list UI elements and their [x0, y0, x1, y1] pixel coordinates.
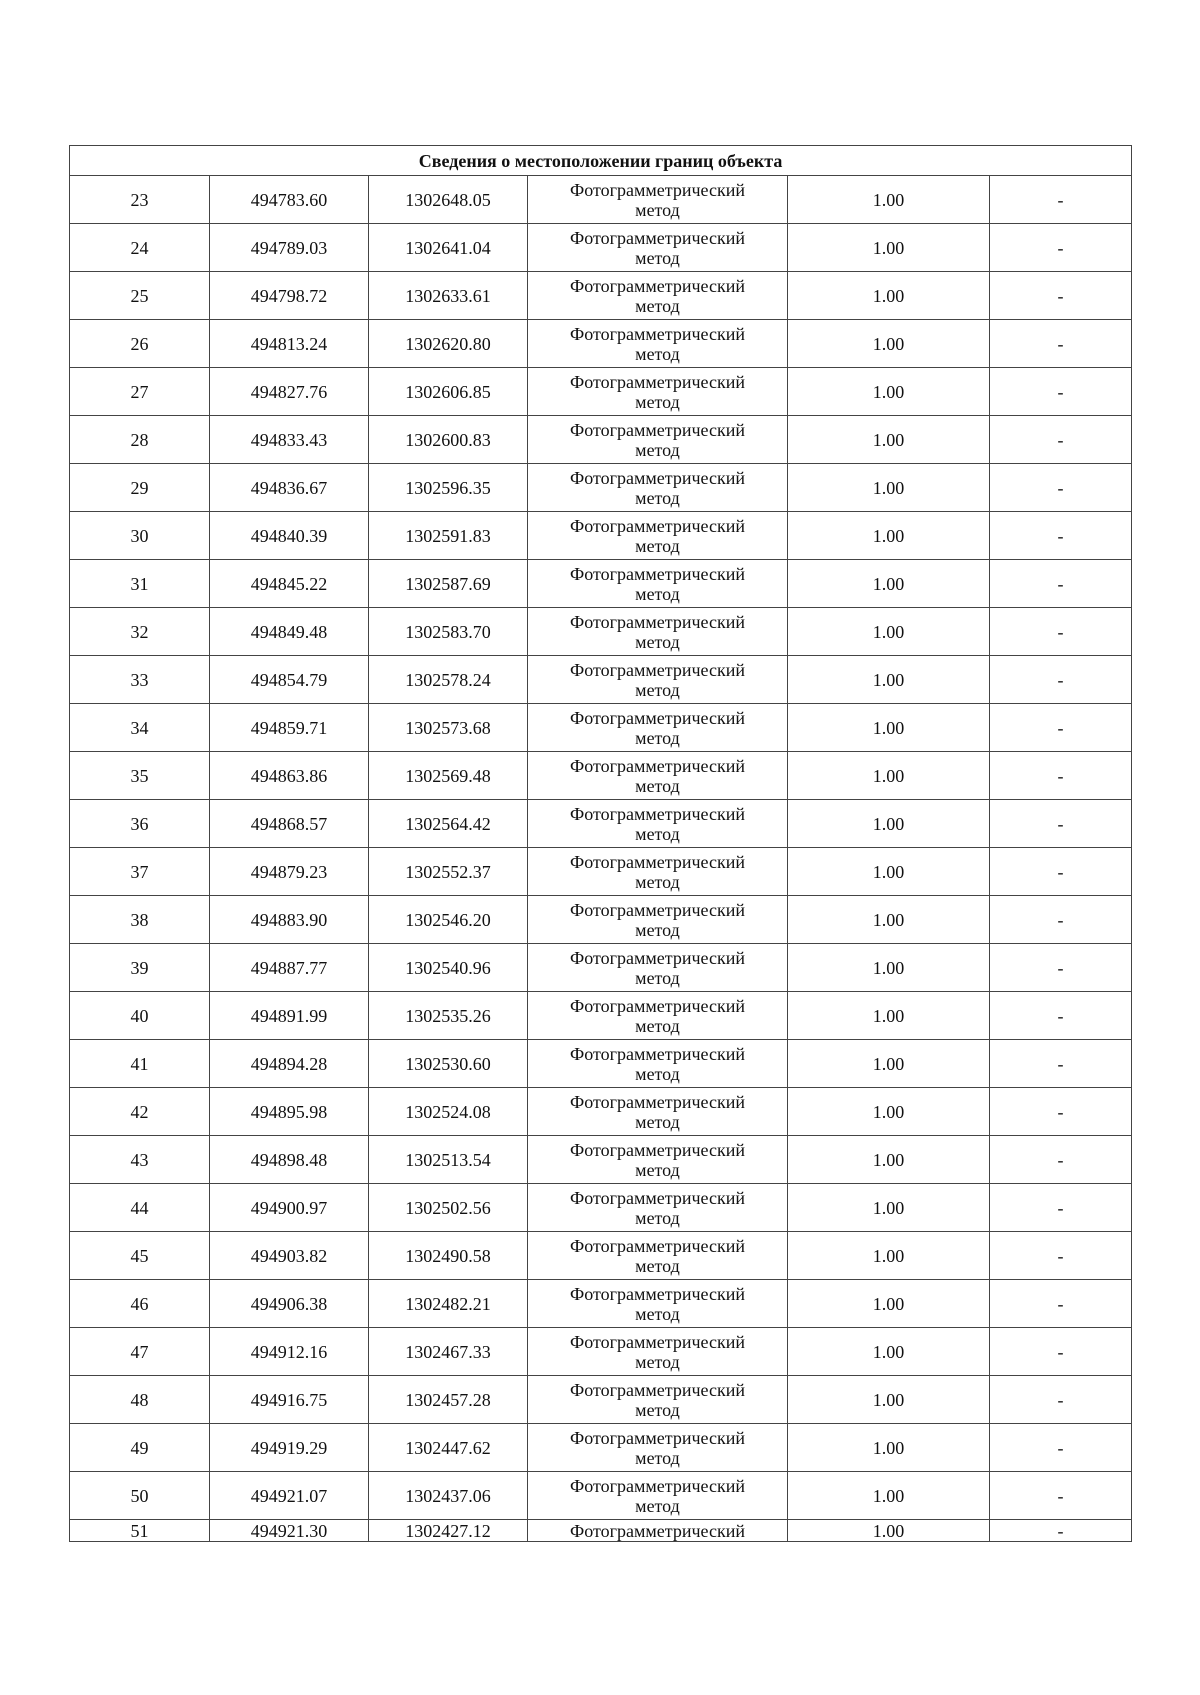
table-row: [70, 944, 1132, 992]
accuracy-cell: 1.00: [788, 800, 990, 848]
accuracy-cell: 1.00: [788, 656, 990, 704]
method-line-1: Фотограмметрический: [570, 1379, 745, 1400]
x-coordinate-cell: 494789.03: [210, 224, 369, 272]
method-line-1: Фотограмметрический: [570, 947, 745, 968]
table-row: [70, 512, 1132, 560]
method-line-2: метод: [635, 583, 680, 604]
method-cell: [528, 896, 788, 944]
method-cell: [528, 320, 788, 368]
x-coordinate-cell: 494836.67: [210, 464, 369, 512]
point-number-cell: 27: [70, 368, 210, 416]
point-number-cell: 36: [70, 800, 210, 848]
y-coordinate-cell: 1302591.83: [369, 512, 528, 560]
y-coordinate-cell: 1302437.06: [369, 1472, 528, 1520]
accuracy-cell: 1.00: [788, 1184, 990, 1232]
note-cell: -: [990, 1136, 1132, 1184]
method-cell: [528, 992, 788, 1040]
point-number-cell: 31: [70, 560, 210, 608]
method-line-1: Фотограмметрический: [570, 1091, 745, 1112]
method-cell: [528, 704, 788, 752]
note-cell: -: [990, 320, 1132, 368]
point-number-cell: 41: [70, 1040, 210, 1088]
accuracy-cell: 1.00: [788, 1136, 990, 1184]
note-cell: -: [990, 800, 1132, 848]
point-number-cell: 29: [70, 464, 210, 512]
note-cell: -: [990, 176, 1132, 224]
table-row: [70, 416, 1132, 464]
point-number-cell: 26: [70, 320, 210, 368]
method-cell: [528, 560, 788, 608]
y-coordinate-cell: 1302583.70: [369, 608, 528, 656]
accuracy-cell: 1.00: [788, 320, 990, 368]
x-coordinate-cell: 494912.16: [210, 1328, 369, 1376]
method-line-1: Фотограмметрический: [570, 611, 745, 632]
method-cell: [528, 1472, 788, 1520]
method-line-2: метод: [635, 391, 680, 412]
x-coordinate-cell: 494798.72: [210, 272, 369, 320]
method-line-2: метод: [635, 1063, 680, 1084]
y-coordinate-cell: 1302535.26: [369, 992, 528, 1040]
table-row: [70, 320, 1132, 368]
point-number-cell: 23: [70, 176, 210, 224]
accuracy-cell: 1.00: [788, 752, 990, 800]
method-line-2: метод: [635, 631, 680, 652]
note-cell: -: [990, 1040, 1132, 1088]
method-line-1: Фотограмметрический: [570, 1283, 745, 1304]
note-cell: -: [990, 992, 1132, 1040]
method-cell: [528, 1376, 788, 1424]
note-cell: -: [990, 368, 1132, 416]
method-line-2: метод: [635, 1495, 680, 1516]
method-cell: [528, 944, 788, 992]
note-cell: -: [990, 608, 1132, 656]
point-number-cell: 38: [70, 896, 210, 944]
table-body: [70, 146, 1132, 1542]
table-row: [70, 1232, 1132, 1280]
accuracy-cell: 1.00: [788, 368, 990, 416]
y-coordinate-cell: 1302564.42: [369, 800, 528, 848]
x-coordinate-cell: 494906.38: [210, 1280, 369, 1328]
point-number-cell: 47: [70, 1328, 210, 1376]
accuracy-cell: 1.00: [788, 1424, 990, 1472]
method-line-2: метод: [635, 1015, 680, 1036]
y-coordinate-cell: 1302482.21: [369, 1280, 528, 1328]
table-row: [70, 992, 1132, 1040]
accuracy-cell: 1.00: [788, 176, 990, 224]
method-cell: [528, 1088, 788, 1136]
note-cell: -: [990, 944, 1132, 992]
boundary-coordinates-table: [69, 145, 1132, 1542]
y-coordinate-cell: 1302502.56: [369, 1184, 528, 1232]
table-row: [70, 272, 1132, 320]
x-coordinate-cell: 494891.99: [210, 992, 369, 1040]
method-line-2: метод: [635, 967, 680, 988]
table-row: [70, 1472, 1132, 1520]
method-line-1: Фотограмметрический: [570, 1520, 745, 1541]
table-row: [70, 1424, 1132, 1472]
note-cell: -: [990, 1424, 1132, 1472]
x-coordinate-cell: 494849.48: [210, 608, 369, 656]
method-line-1: Фотограмметрический: [570, 899, 745, 920]
point-number-cell: 51: [70, 1520, 210, 1542]
table-row: [70, 800, 1132, 848]
x-coordinate-cell: 494845.22: [210, 560, 369, 608]
table-row: [70, 608, 1132, 656]
method-cell: [528, 224, 788, 272]
table-row: [70, 1088, 1132, 1136]
point-number-cell: 32: [70, 608, 210, 656]
x-coordinate-cell: 494879.23: [210, 848, 369, 896]
method-cell: [528, 752, 788, 800]
accuracy-cell: 1.00: [788, 896, 990, 944]
y-coordinate-cell: 1302587.69: [369, 560, 528, 608]
method-line-2: метод: [635, 487, 680, 508]
accuracy-cell: 1.00: [788, 1088, 990, 1136]
table-row: [70, 752, 1132, 800]
method-line-2: метод: [635, 199, 680, 220]
table-row: [70, 1280, 1132, 1328]
method-cell: [528, 800, 788, 848]
accuracy-cell: 1.00: [788, 1280, 990, 1328]
table-row: [70, 1376, 1132, 1424]
method-line-2: метод: [635, 1159, 680, 1180]
method-line-1: Фотограмметрический: [570, 659, 745, 680]
method-line-1: Фотограмметрический: [570, 1043, 745, 1064]
method-cell: [528, 512, 788, 560]
y-coordinate-cell: 1302447.62: [369, 1424, 528, 1472]
method-line-2: метод: [635, 1111, 680, 1132]
method-line-1: Фотограмметрический: [570, 563, 745, 584]
point-number-cell: 39: [70, 944, 210, 992]
point-number-cell: 49: [70, 1424, 210, 1472]
note-cell: -: [990, 848, 1132, 896]
accuracy-cell: 1.00: [788, 1376, 990, 1424]
table-row: [70, 464, 1132, 512]
note-cell: -: [990, 896, 1132, 944]
method-cell: [528, 1232, 788, 1280]
y-coordinate-cell: 1302490.58: [369, 1232, 528, 1280]
method-line-1: Фотограмметрический: [570, 1331, 745, 1352]
note-cell: -: [990, 224, 1132, 272]
method-cell: [528, 1328, 788, 1376]
point-number-cell: 42: [70, 1088, 210, 1136]
point-number-cell: 28: [70, 416, 210, 464]
method-line-2: метод: [635, 823, 680, 844]
point-number-cell: 35: [70, 752, 210, 800]
method-cell: [528, 608, 788, 656]
accuracy-cell: 1.00: [788, 1472, 990, 1520]
method-cell: [528, 1184, 788, 1232]
method-line-2: метод: [635, 775, 680, 796]
accuracy-cell: 1.00: [788, 608, 990, 656]
point-number-cell: 37: [70, 848, 210, 896]
method-line-1: Фотограмметрический: [570, 1187, 745, 1208]
x-coordinate-cell: 494783.60: [210, 176, 369, 224]
table-row: [70, 368, 1132, 416]
accuracy-cell: 1.00: [788, 992, 990, 1040]
y-coordinate-cell: 1302530.60: [369, 1040, 528, 1088]
x-coordinate-cell: 494887.77: [210, 944, 369, 992]
point-number-cell: 40: [70, 992, 210, 1040]
method-cell: [528, 416, 788, 464]
table-row: [70, 560, 1132, 608]
accuracy-cell: 1.00: [788, 1520, 990, 1542]
method-cell: [528, 272, 788, 320]
x-coordinate-cell: 494859.71: [210, 704, 369, 752]
x-coordinate-cell: 494813.24: [210, 320, 369, 368]
x-coordinate-cell: 494833.43: [210, 416, 369, 464]
accuracy-cell: 1.00: [788, 464, 990, 512]
table-row: [70, 656, 1132, 704]
y-coordinate-cell: 1302524.08: [369, 1088, 528, 1136]
x-coordinate-cell: 494921.30: [210, 1520, 369, 1542]
point-number-cell: 33: [70, 656, 210, 704]
table-title: Сведения о местоположении границ объекта: [70, 146, 1132, 176]
x-coordinate-cell: 494895.98: [210, 1088, 369, 1136]
table-row: [70, 704, 1132, 752]
x-coordinate-cell: 494919.29: [210, 1424, 369, 1472]
note-cell: -: [990, 416, 1132, 464]
x-coordinate-cell: 494863.86: [210, 752, 369, 800]
method-cell: [528, 656, 788, 704]
table-row: [70, 1040, 1132, 1088]
method-cell: [528, 1136, 788, 1184]
x-coordinate-cell: 494883.90: [210, 896, 369, 944]
note-cell: -: [990, 272, 1132, 320]
y-coordinate-cell: 1302546.20: [369, 896, 528, 944]
method-line-2: метод: [635, 1447, 680, 1468]
y-coordinate-cell: 1302606.85: [369, 368, 528, 416]
accuracy-cell: 1.00: [788, 1040, 990, 1088]
method-cell: [528, 1280, 788, 1328]
method-line-2: метод: [635, 679, 680, 700]
method-line-2: метод: [635, 919, 680, 940]
accuracy-cell: 1.00: [788, 704, 990, 752]
x-coordinate-cell: 494921.07: [210, 1472, 369, 1520]
y-coordinate-cell: 1302641.04: [369, 224, 528, 272]
y-coordinate-cell: 1302457.28: [369, 1376, 528, 1424]
note-cell: -: [990, 656, 1132, 704]
method-line-1: Фотограмметрический: [570, 1475, 745, 1496]
x-coordinate-cell: 494898.48: [210, 1136, 369, 1184]
note-cell: -: [990, 704, 1132, 752]
y-coordinate-cell: 1302573.68: [369, 704, 528, 752]
y-coordinate-cell: 1302540.96: [369, 944, 528, 992]
method-line-2: метод: [635, 295, 680, 316]
x-coordinate-cell: 494868.57: [210, 800, 369, 848]
y-coordinate-cell: 1302467.33: [369, 1328, 528, 1376]
y-coordinate-cell: 1302648.05: [369, 176, 528, 224]
note-cell: -: [990, 464, 1132, 512]
x-coordinate-cell: 494903.82: [210, 1232, 369, 1280]
method-line-2: метод: [635, 1399, 680, 1420]
y-coordinate-cell: 1302552.37: [369, 848, 528, 896]
method-line-2: метод: [635, 1303, 680, 1324]
note-cell: -: [990, 1088, 1132, 1136]
point-number-cell: 43: [70, 1136, 210, 1184]
method-line-2: метод: [635, 1207, 680, 1228]
method-cell: [528, 1040, 788, 1088]
method-line-2: метод: [635, 1255, 680, 1276]
method-line-1: Фотограмметрический: [570, 755, 745, 776]
point-number-cell: 46: [70, 1280, 210, 1328]
method-cell: [528, 848, 788, 896]
point-number-cell: 44: [70, 1184, 210, 1232]
accuracy-cell: 1.00: [788, 1232, 990, 1280]
method-line-2: метод: [635, 343, 680, 364]
method-cell: [528, 368, 788, 416]
note-cell: -: [990, 1184, 1132, 1232]
point-number-cell: 30: [70, 512, 210, 560]
note-cell: -: [990, 1520, 1132, 1542]
y-coordinate-cell: 1302513.54: [369, 1136, 528, 1184]
y-coordinate-cell: 1302620.80: [369, 320, 528, 368]
method-line-1: Фотограмметрический: [570, 515, 745, 536]
point-number-cell: 45: [70, 1232, 210, 1280]
method-line-2: метод: [635, 247, 680, 268]
method-line-1: Фотограмметрический: [570, 1235, 745, 1256]
method-line-2: метод: [635, 727, 680, 748]
method-line-2: метод: [635, 439, 680, 460]
point-number-cell: 50: [70, 1472, 210, 1520]
table-row: [70, 1520, 1132, 1542]
method-line-1: Фотограмметрический: [570, 467, 745, 488]
note-cell: -: [990, 1280, 1132, 1328]
x-coordinate-cell: 494840.39: [210, 512, 369, 560]
table-row: [70, 848, 1132, 896]
table-title-row: [70, 146, 1132, 176]
method-line-1: Фотограмметрический: [570, 323, 745, 344]
method-line-1: Фотограмметрический: [570, 419, 745, 440]
method-line-1: Фотограмметрический: [570, 371, 745, 392]
x-coordinate-cell: 494894.28: [210, 1040, 369, 1088]
method-cell: [528, 1520, 788, 1542]
y-coordinate-cell: 1302600.83: [369, 416, 528, 464]
note-cell: -: [990, 1472, 1132, 1520]
x-coordinate-cell: 494916.75: [210, 1376, 369, 1424]
y-coordinate-cell: 1302633.61: [369, 272, 528, 320]
x-coordinate-cell: 494900.97: [210, 1184, 369, 1232]
note-cell: -: [990, 1376, 1132, 1424]
method-line-1: Фотограмметрический: [570, 227, 745, 248]
y-coordinate-cell: 1302427.12: [369, 1520, 528, 1542]
table-row: [70, 1136, 1132, 1184]
accuracy-cell: 1.00: [788, 1328, 990, 1376]
method-line-1: Фотограмметрический: [570, 1139, 745, 1160]
point-number-cell: 25: [70, 272, 210, 320]
note-cell: -: [990, 1328, 1132, 1376]
accuracy-cell: 1.00: [788, 848, 990, 896]
method-line-1: Фотограмметрический: [570, 275, 745, 296]
x-coordinate-cell: 494827.76: [210, 368, 369, 416]
note-cell: -: [990, 752, 1132, 800]
table-row: [70, 1184, 1132, 1232]
accuracy-cell: 1.00: [788, 944, 990, 992]
method-line-1: Фотограмметрический: [570, 1427, 745, 1448]
method-line-1: Фотограмметрический: [570, 851, 745, 872]
note-cell: -: [990, 560, 1132, 608]
note-cell: -: [990, 1232, 1132, 1280]
method-cell: [528, 176, 788, 224]
method-line-1: Фотограмметрический: [570, 803, 745, 824]
accuracy-cell: 1.00: [788, 416, 990, 464]
method-line-2: метод: [635, 1351, 680, 1372]
point-number-cell: 48: [70, 1376, 210, 1424]
table-row: [70, 1328, 1132, 1376]
point-number-cell: 34: [70, 704, 210, 752]
method-line-2: метод: [635, 535, 680, 556]
note-cell: -: [990, 512, 1132, 560]
y-coordinate-cell: 1302596.35: [369, 464, 528, 512]
method-cell: [528, 1424, 788, 1472]
method-line-1: Фотограмметрический: [570, 995, 745, 1016]
accuracy-cell: 1.00: [788, 560, 990, 608]
table-row: [70, 224, 1132, 272]
method-line-2: метод: [635, 871, 680, 892]
x-coordinate-cell: 494854.79: [210, 656, 369, 704]
accuracy-cell: 1.00: [788, 272, 990, 320]
y-coordinate-cell: 1302569.48: [369, 752, 528, 800]
accuracy-cell: 1.00: [788, 512, 990, 560]
accuracy-cell: 1.00: [788, 224, 990, 272]
point-number-cell: 24: [70, 224, 210, 272]
method-line-1: Фотограмметрический: [570, 179, 745, 200]
table-row: [70, 896, 1132, 944]
method-cell: [528, 464, 788, 512]
y-coordinate-cell: 1302578.24: [369, 656, 528, 704]
method-line-1: Фотограмметрический: [570, 707, 745, 728]
table-row: [70, 176, 1132, 224]
